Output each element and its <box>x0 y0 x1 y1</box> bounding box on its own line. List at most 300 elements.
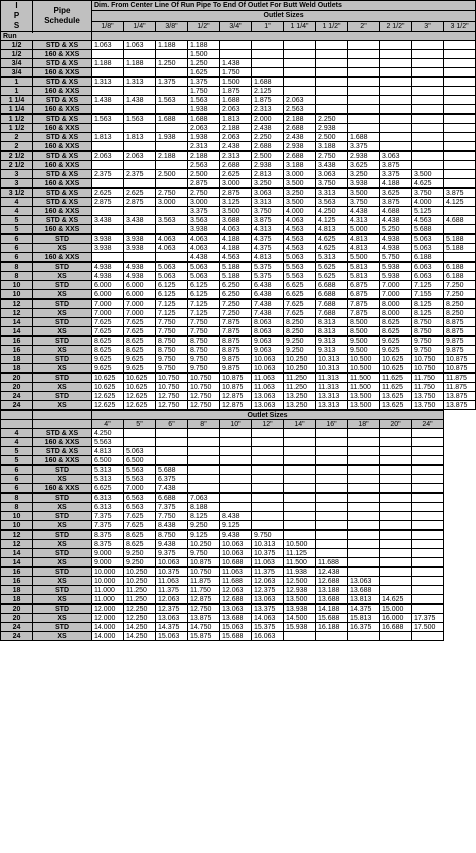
dimension-cell <box>412 114 444 124</box>
dimension-cell: 1.375 <box>156 77 188 87</box>
dimension-cell: 4.063 <box>156 244 188 253</box>
dimension-cell <box>316 493 348 503</box>
dimension-cell <box>124 429 156 438</box>
dimension-cell <box>380 87 412 96</box>
run-size-cell: 18 <box>1 586 33 595</box>
table-row <box>1 188 476 198</box>
dimension-cell: 3.125 <box>220 198 252 207</box>
dimension-cell <box>412 475 444 484</box>
dimension-cell: 13.500 <box>348 401 380 410</box>
dimension-cell <box>412 558 444 568</box>
schedule-cell: 160 & XXS <box>33 68 92 78</box>
dimension-cell: 2.500 <box>188 170 220 179</box>
run-size-cell: 24 <box>1 632 33 641</box>
dimension-cell: 9.750 <box>412 346 444 355</box>
dimension-cell <box>412 438 444 447</box>
dimension-cell: 2.438 <box>252 124 284 133</box>
dimension-cell <box>380 465 412 475</box>
dimension-cell <box>348 558 380 568</box>
dimension-cell: 1.063 <box>92 41 124 50</box>
dimension-cell: 8.625 <box>92 346 124 355</box>
run-size-cell: 10 <box>1 281 33 290</box>
schedule-cell: STD & XS <box>33 447 92 456</box>
dimension-cell: 8.250 <box>444 309 476 318</box>
dimension-cell <box>316 540 348 549</box>
table-row <box>1 456 444 466</box>
run-size-cell: 14 <box>1 327 33 337</box>
dimension-cell: 13.688 <box>316 595 348 605</box>
dimension-cell <box>412 77 444 87</box>
dimension-cell: 10.625 <box>380 364 412 374</box>
dimension-cell: 8.875 <box>220 336 252 346</box>
schedule-cell: 160 & XXS <box>33 207 92 216</box>
dimension-cell <box>412 503 444 512</box>
table-row <box>1 493 444 503</box>
dimension-cell: 8.375 <box>92 540 124 549</box>
dimension-cell: 4.625 <box>316 244 348 253</box>
dimension-cell: 6.000 <box>92 281 124 290</box>
table-row <box>1 336 476 346</box>
dimension-cell <box>412 151 444 161</box>
table-row <box>1 170 476 179</box>
dimension-cell: 14.000 <box>92 623 124 632</box>
dimension-cell: 4.375 <box>252 244 284 253</box>
dimension-cell: 11.500 <box>348 373 380 383</box>
dimension-cell: 2.875 <box>92 198 124 207</box>
dimension-cell: 4.188 <box>220 234 252 244</box>
dimension-cell <box>92 68 124 78</box>
dimension-cell: 12.750 <box>156 401 188 410</box>
dimension-cell: 1.688 <box>188 114 220 124</box>
dimension-cell: 11.063 <box>252 383 284 392</box>
dimension-cell: 7.155 <box>412 290 444 300</box>
dimension-cell: 8.313 <box>316 318 348 327</box>
dimension-cell <box>316 521 348 531</box>
dimension-cell: 4.625 <box>316 234 348 244</box>
dimension-cell: 15.875 <box>188 632 220 641</box>
dimension-cell: 9.625 <box>124 355 156 364</box>
dimension-cell: 10.750 <box>412 355 444 364</box>
dimension-cell <box>316 77 348 87</box>
dimension-cell: 12.750 <box>156 392 188 401</box>
dimension-cell <box>348 549 380 558</box>
dimension-cell <box>156 161 188 170</box>
dimension-cell <box>380 77 412 87</box>
schedule-cell: XS <box>33 364 92 374</box>
dimension-cell: 3.063 <box>380 151 412 161</box>
dimension-cell: 11.750 <box>412 383 444 392</box>
dimension-cell: 4.563 <box>220 253 252 263</box>
dimension-cell: 1.188 <box>92 59 124 68</box>
dimension-cell: 3.563 <box>316 198 348 207</box>
dimension-cell: 5.063 <box>188 272 220 281</box>
dimension-cell: 6.875 <box>348 281 380 290</box>
outlet-size-column-header: 18" <box>348 420 380 429</box>
dimension-cell: 3.938 <box>92 234 124 244</box>
dimension-cell <box>380 96 412 105</box>
dimension-cell: 2.188 <box>156 151 188 161</box>
dimension-cell <box>380 456 412 466</box>
dimension-cell <box>92 253 124 263</box>
dimension-cell: 1.063 <box>124 41 156 50</box>
schedule-cell: STD & XS <box>33 133 92 142</box>
dimension-cell: 7.625 <box>124 521 156 531</box>
dimension-cell: 16.000 <box>380 614 412 623</box>
dimension-cell: 12.688 <box>220 595 252 605</box>
dimension-cell: 3.688 <box>220 216 252 225</box>
dimension-cell: 13.063 <box>220 604 252 614</box>
dimension-cell: 5.563 <box>284 262 316 272</box>
table-row <box>1 484 444 494</box>
dimension-cell: 11.375 <box>252 567 284 577</box>
dimension-cell: 3.938 <box>92 244 124 253</box>
dimension-cell <box>444 59 476 68</box>
dimension-cell <box>380 59 412 68</box>
dimension-cell: 12.688 <box>316 577 348 586</box>
dimension-cell: 3.000 <box>284 170 316 179</box>
run-size-cell: 18 <box>1 355 33 364</box>
dimension-cell: 2.688 <box>284 124 316 133</box>
dimension-cell: 9.000 <box>92 549 124 558</box>
dimension-cell: 11.875 <box>444 373 476 383</box>
dimension-cell: 8.125 <box>188 512 220 521</box>
dimension-cell <box>412 429 444 438</box>
dimension-cell: 10.875 <box>444 364 476 374</box>
outlet-size-column-header: 3/4" <box>220 21 252 31</box>
dimension-cell: 9.625 <box>92 355 124 364</box>
dimension-cell <box>412 105 444 115</box>
table-row <box>1 309 476 318</box>
dimension-cell <box>220 429 252 438</box>
dimension-cell: 13.875 <box>188 614 220 623</box>
run-size-cell: 8 <box>1 503 33 512</box>
dimension-cell: 12.625 <box>124 401 156 410</box>
dimension-cell <box>412 549 444 558</box>
dimension-cell <box>348 87 380 96</box>
table-row <box>1 234 476 244</box>
dimension-cell: 15.938 <box>284 623 316 632</box>
dimension-cell <box>348 68 380 78</box>
dimension-cell: 9.250 <box>284 346 316 355</box>
dimension-cell: 4.063 <box>188 244 220 253</box>
dimension-cell <box>284 87 316 96</box>
dimension-cell: 7.063 <box>188 493 220 503</box>
dimension-cell: 2.063 <box>220 133 252 142</box>
dimension-cell: 10.500 <box>348 364 380 374</box>
dimension-cell: 10.875 <box>220 373 252 383</box>
dimension-cell: 5.000 <box>348 225 380 235</box>
dimension-cell: 1.313 <box>124 77 156 87</box>
dimension-cell: 9.125 <box>220 521 252 531</box>
schedule-cell: STD & XS <box>33 77 92 87</box>
dimension-cell <box>348 503 380 512</box>
dimension-cell: 4.000 <box>412 198 444 207</box>
dimension-cell: 10.000 <box>92 567 124 577</box>
schedule-cell: STD & XS <box>33 429 92 438</box>
dimension-cell: 9.750 <box>412 336 444 346</box>
dimension-cell: 4.313 <box>252 225 284 235</box>
dimension-cell: 6.875 <box>348 290 380 300</box>
schedule-cell: STD & XS <box>33 59 92 68</box>
dimension-cell: 2.688 <box>220 161 252 170</box>
dimension-cell: 3.750 <box>252 207 284 216</box>
dimension-cell: 7.125 <box>412 281 444 290</box>
dimension-cell: 10.313 <box>252 540 284 549</box>
dimension-cell <box>412 484 444 494</box>
dimension-cell <box>348 567 380 577</box>
dimension-cell: 4.563 <box>284 234 316 244</box>
dimension-cell: 7.750 <box>188 327 220 337</box>
dimension-cell: 1.750 <box>220 68 252 78</box>
dimension-cell: 1.938 <box>188 105 220 115</box>
run-size-cell: 20 <box>1 604 33 614</box>
dimension-cell: 3.625 <box>380 188 412 198</box>
table-row <box>1 346 476 355</box>
dimension-cell <box>156 438 188 447</box>
dimension-cell: 10.625 <box>92 383 124 392</box>
dimension-cell <box>412 567 444 577</box>
run-size-cell: 3/4 <box>1 68 33 78</box>
dimension-cell: 3.625 <box>348 161 380 170</box>
dimension-cell: 11.313 <box>316 373 348 383</box>
dimension-cell <box>284 438 316 447</box>
table-row <box>1 244 476 253</box>
dimension-cell: 2.375 <box>92 170 124 179</box>
dimension-cell: 10.500 <box>348 355 380 364</box>
dimension-cell: 14.250 <box>124 632 156 641</box>
dimension-cell: 3.250 <box>348 170 380 179</box>
outlet-size-column-header: 8" <box>188 420 220 429</box>
dimension-cell: 4.000 <box>284 207 316 216</box>
schedule-cell: STD <box>33 567 92 577</box>
dimension-cell <box>412 161 444 170</box>
dimension-cell: 12.625 <box>124 392 156 401</box>
dimension-cell: 11.750 <box>412 373 444 383</box>
dimension-cell: 10.313 <box>316 355 348 364</box>
dimension-cell: 3.938 <box>188 225 220 235</box>
table-row <box>1 401 476 410</box>
dimension-cell: 9.063 <box>252 346 284 355</box>
dimension-cell <box>380 114 412 124</box>
dimension-cell <box>380 549 412 558</box>
dimension-cell: 3.500 <box>284 179 316 189</box>
dimension-cell: 2.063 <box>92 151 124 161</box>
dimension-cell: 4.938 <box>124 262 156 272</box>
dimension-cell: 1.500 <box>188 50 220 59</box>
table-row <box>1 604 444 614</box>
table-row <box>1 521 444 531</box>
dimension-cell: 9.625 <box>92 364 124 374</box>
dimension-cell: 12.625 <box>92 401 124 410</box>
dimension-cell: 1.875 <box>220 87 252 96</box>
dimension-cell <box>220 447 252 456</box>
dimension-cell: 10.375 <box>156 567 188 577</box>
dimension-cell: 2.438 <box>284 133 316 142</box>
dimension-cell: 6.375 <box>156 475 188 484</box>
outlet-size-column-header: 14" <box>284 420 316 429</box>
dimension-cell: 10.375 <box>252 549 284 558</box>
table-row <box>1 133 476 142</box>
run-size-cell: 16 <box>1 336 33 346</box>
dimension-cell: 7.750 <box>188 318 220 327</box>
dimension-cell <box>284 521 316 531</box>
dimension-cell <box>124 50 156 59</box>
dimension-cell: 1.563 <box>124 114 156 124</box>
outlet-size-column-header: 12" <box>252 420 284 429</box>
outlet-size-column-header: 6" <box>156 420 188 429</box>
dimension-cell: 2.938 <box>316 124 348 133</box>
dimension-cell: 4.188 <box>220 244 252 253</box>
dimension-cell: 2.188 <box>220 124 252 133</box>
dimension-cell: 13.750 <box>412 401 444 410</box>
dimension-cell <box>284 512 316 521</box>
dimension-cell <box>284 484 316 494</box>
schedule-cell: STD <box>33 234 92 244</box>
pipe-schedule-header: Pipe Schedule <box>33 1 92 32</box>
schedule-cell: STD <box>33 623 92 632</box>
run-size-cell: 1 1/4 <box>1 96 33 105</box>
dimension-cell: 5.500 <box>348 253 380 263</box>
dimension-cell: 1.250 <box>188 59 220 68</box>
dimension-cell: 9.313 <box>316 336 348 346</box>
dimension-cell: 2.500 <box>252 151 284 161</box>
dimension-cell <box>252 429 284 438</box>
run-size-cell: 6 <box>1 253 33 263</box>
outlet-size-column-header: 1/2" <box>188 21 220 31</box>
dimension-cell: 7.625 <box>124 318 156 327</box>
dimension-cell: 8.625 <box>380 318 412 327</box>
dimension-cell: 11.250 <box>124 595 156 605</box>
dimension-cell: 4.313 <box>348 216 380 225</box>
schedule-cell: 160 & XXS <box>33 253 92 263</box>
dimension-cell <box>284 68 316 78</box>
dimension-cell: 2.250 <box>252 133 284 142</box>
dimension-cell <box>380 124 412 133</box>
dimension-cell: 7.438 <box>156 484 188 494</box>
dimension-cell <box>316 59 348 68</box>
dimension-cell: 4.813 <box>348 244 380 253</box>
dimension-cell <box>444 114 476 124</box>
dimension-cell: 9.250 <box>284 336 316 346</box>
dimension-cell: 10.750 <box>188 567 220 577</box>
dimension-cell: 3.875 <box>444 188 476 198</box>
run-size-cell: 10 <box>1 512 33 521</box>
dimension-cell <box>380 429 412 438</box>
schedule-header-2-blank <box>33 411 92 420</box>
dimension-cell: 6.563 <box>124 493 156 503</box>
table-row <box>1 327 476 337</box>
dimension-cell: 8.625 <box>124 540 156 549</box>
dimension-cell: 3.875 <box>380 198 412 207</box>
run-size-cell: 6 <box>1 475 33 484</box>
run-size-cell: 5 <box>1 456 33 466</box>
table-row <box>1 262 476 272</box>
dimension-cell <box>220 484 252 494</box>
dimension-cell: 1.625 <box>188 68 220 78</box>
dimension-cell <box>156 87 188 96</box>
dimension-cell: 2.313 <box>220 151 252 161</box>
dimension-cell: 10.750 <box>156 373 188 383</box>
dimension-cell <box>348 59 380 68</box>
dimension-cell: 11.313 <box>316 383 348 392</box>
table-row <box>1 142 476 152</box>
dimension-cell: 10.625 <box>124 373 156 383</box>
dimension-cell <box>188 484 220 494</box>
dimension-cell: 10.063 <box>220 549 252 558</box>
dimension-cell: 11.250 <box>284 373 316 383</box>
dimension-cell: 7.625 <box>124 512 156 521</box>
dimension-cell: 13.625 <box>380 401 412 410</box>
schedule-cell: STD <box>33 512 92 521</box>
dimension-cell: 4.438 <box>348 207 380 216</box>
schedule-cell: STD & XS <box>33 188 92 198</box>
dimension-cell <box>316 429 348 438</box>
dimension-cell <box>380 475 412 484</box>
run-size-cell: 10 <box>1 521 33 531</box>
dimension-cell: 2.625 <box>220 170 252 179</box>
dimension-cell: 5.063 <box>124 447 156 456</box>
dimension-cell: 10.250 <box>188 540 220 549</box>
dimension-cell: 8.750 <box>412 318 444 327</box>
dimension-cell <box>316 41 348 50</box>
run-size-cell: 6 <box>1 234 33 244</box>
dimension-cell: 1.813 <box>220 114 252 124</box>
dimension-cell: 9.125 <box>188 530 220 540</box>
dimension-cell: 5.938 <box>380 272 412 281</box>
dimension-cell: 16.375 <box>348 623 380 632</box>
dimension-cell: 1.938 <box>156 133 188 142</box>
dimension-cell: 1.750 <box>188 87 220 96</box>
dimension-cell: 3.500 <box>220 207 252 216</box>
table-row <box>1 364 476 374</box>
dimension-cell: 9.750 <box>188 355 220 364</box>
dimension-cell: 1.875 <box>252 96 284 105</box>
dimension-cell: 13.313 <box>316 392 348 401</box>
dimension-cell <box>348 50 380 59</box>
dimension-cell: 13.375 <box>252 604 284 614</box>
dimension-cell: 10.063 <box>156 558 188 568</box>
dimension-cell: 13.688 <box>220 614 252 623</box>
dimension-cell <box>92 225 124 235</box>
dimension-cell <box>348 105 380 115</box>
dimension-cell: 7.375 <box>92 521 124 531</box>
run-size-cell: 16 <box>1 577 33 586</box>
dimension-cell: 4.813 <box>316 225 348 235</box>
dimension-cell: 2.063 <box>220 105 252 115</box>
outlet-size-column-header: 1 1/4" <box>284 21 316 31</box>
dimension-cell <box>444 253 476 263</box>
dimension-cell <box>252 475 284 484</box>
dimension-cell <box>124 124 156 133</box>
dimension-cell <box>348 124 380 133</box>
dimension-cell: 10.250 <box>284 364 316 374</box>
run-row-filler <box>92 32 476 41</box>
dimension-cell <box>380 558 412 568</box>
dimension-cell: 8.063 <box>252 318 284 327</box>
dimension-cell: 8.250 <box>284 327 316 337</box>
dimension-cell: 4.938 <box>92 262 124 272</box>
dimension-cell <box>380 50 412 59</box>
schedule-cell: STD & XS <box>33 151 92 161</box>
dimension-cell: 13.188 <box>316 586 348 595</box>
dimension-cell: 7.125 <box>188 309 220 318</box>
dimension-cell: 3.563 <box>156 216 188 225</box>
dimension-cell: 3.375 <box>348 142 380 152</box>
dimension-cell: 9.750 <box>252 530 284 540</box>
dimension-cell: 4.938 <box>124 272 156 281</box>
dimension-cell: 8.438 <box>156 521 188 531</box>
dimension-cell: 6.250 <box>220 290 252 300</box>
